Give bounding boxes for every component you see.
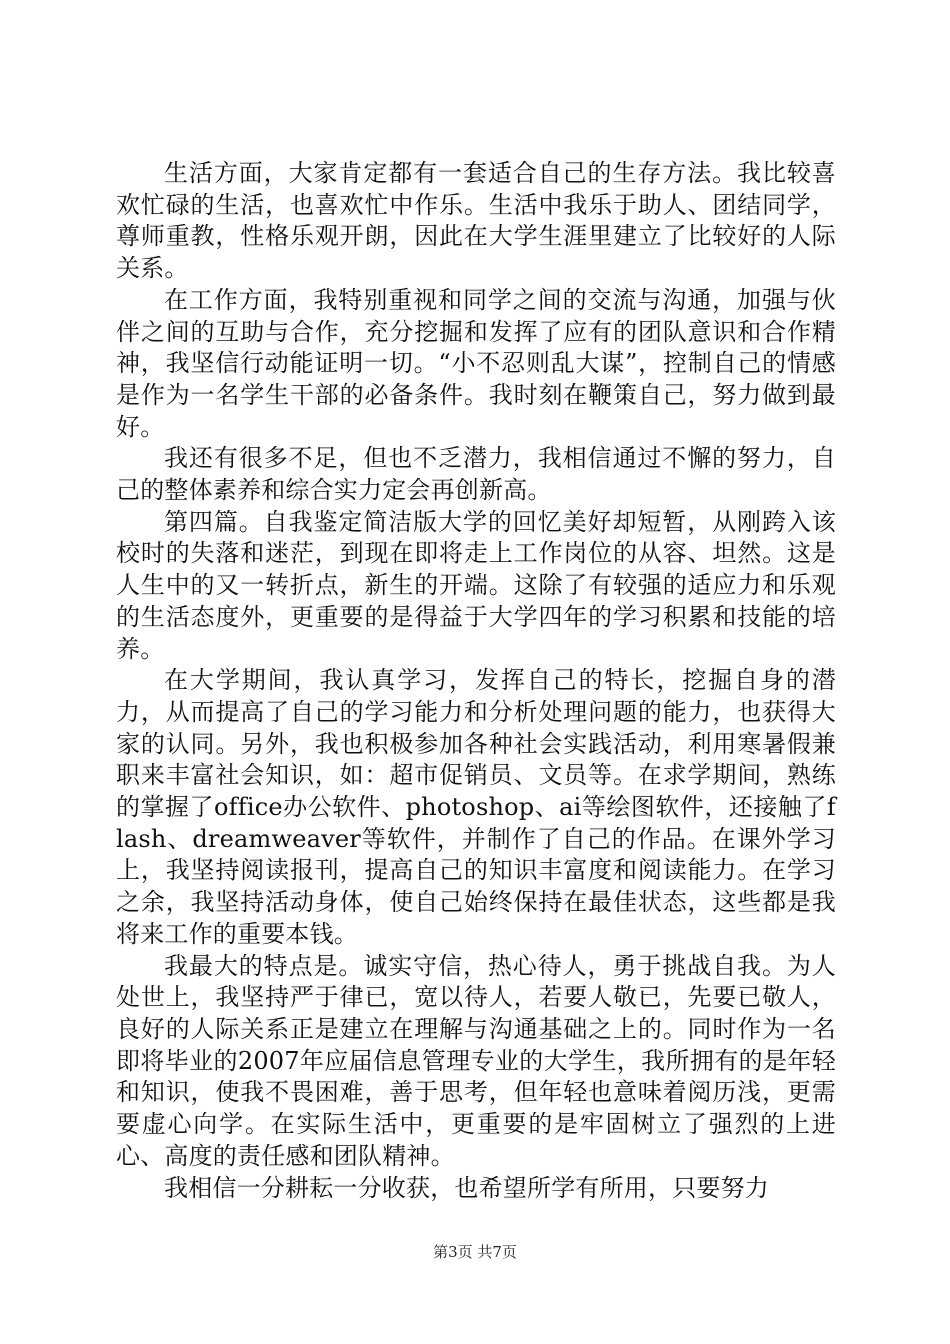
page-number-footer: 第3页 共7页 — [433, 1243, 517, 1261]
document-body — [116, 158, 836, 1204]
paragraph-closing: 我相信一分耕耘一分收获，也希望所学有所用，只要努力 — [164, 1173, 769, 1202]
paragraph-characteristics: 我最大的特点是。诚实守信，热心待人，勇于挑战自我。为人处世上，我坚持严于律已，宽以待人，若要人敬已，先要已敬人，良好的人际关系正是建立在理解与沟通基础之上的。同时作为一名即将毕业的2007年应届信息管理专业的大学生，我所拥有的是年轻和知识，使我不畏困难，善于思考，但年轻也意味着阅历浅，更需要虚心向学。在实际生活中，更重要的是牢固树立了强烈的上进心、高度的责任感和团队精神。 — [116, 951, 836, 1170]
paragraph-part-four: 第四篇。自我鉴定简洁版大学的回忆美好却短暂，从刚跨入该校时的失落和迷茫，到现在即将走上工作岗位的从容、坦然。这是人生中的又一转折点，新生的开端。这除了有较强的适应力和乐观的生活态度外，更重要的是得益于大学四年的学习积累和技能的培养。 — [116, 507, 836, 663]
paragraph-life: 生活方面，大家肯定都有一套适合自己的生存方法。我比较喜欢忙碌的生活，也喜欢忙中作乐。生活中我乐于助人、团结同学，尊师重教，性格乐观开朗，因此在大学生涯里建立了比较好的人际关系。 — [116, 159, 836, 283]
paragraph-university: 在大学期间，我认真学习，发挥自己的特长，挖掘自身的潜力，从而提高了自己的学习能力和分析处理问题的能力，也获得大家的认同。另外，我也积极参加各种社会实践活动，利用寒暑假兼职来丰富社会知识，如：超市促销员、文员等。在求学期间，熟练的掌握了office办公软件、photoshop、ai等绘图软件，还接触了flash、dreamweaver等软件，并制作了自己的作品。在课外学习上，我坚持阅读报刊，提高自己的知识丰富度和阅读能力。在学习之余，我坚持活动身体，使自己始终保持在最佳状态，这些都是我将来工作的重要本钱。 — [116, 666, 836, 948]
paragraph-shortcomings: 我还有很多不足，但也不乏潜力，我相信通过不懈的努力，自己的整体素养和综合实力定会再创新高。 — [116, 444, 836, 505]
paragraph-work: 在工作方面，我特别重视和同学之间的交流与沟通，加强与伙伴之间的互助与合作，充分挖掘和发挥了应有的团队意识和合作精神，我坚信行动能证明一切。“小不忍则乱大谋”，控制自己的情感是作为一名学生干部的必备条件。我时刻在鞭策自己，努力做到最好。 — [116, 285, 836, 441]
